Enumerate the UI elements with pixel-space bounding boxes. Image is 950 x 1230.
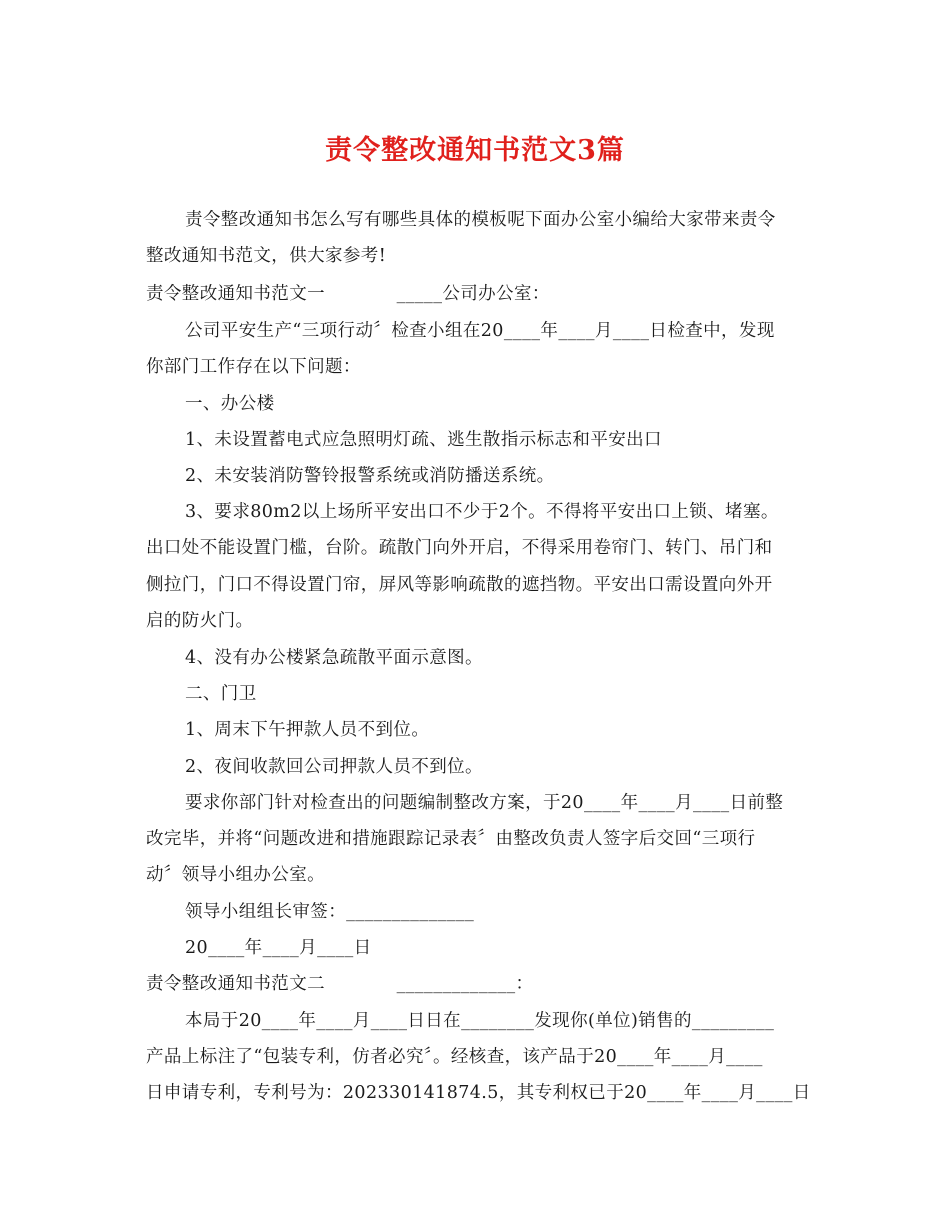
list-item: 1、周末下午押款人员不到位。: [185, 720, 430, 740]
paragraph-line: 启的防火门。: [146, 611, 254, 631]
paragraph-line: 责令整改通知书怎么写有哪些具体的模板呢下面办公室小编给大家带来责令: [185, 210, 776, 230]
list-item: 2、夜间收款回公司押款人员不到位。: [185, 757, 483, 777]
section-heading-line: 责令整改通知书范文二 _____________：: [146, 974, 534, 994]
list-item: 4、没有办公楼紧急疏散平面示意图。: [185, 648, 483, 668]
paragraph-line: 改完毕，并将“问题改进和措施跟踪记录表〞由整改负责人签字后交回“三项行: [146, 829, 756, 849]
paragraph-line: 公司平安生产“三项行动〞检查小组在20____年____月____日检查中，发现: [185, 321, 775, 341]
paragraph-line: 整改通知书范文，供大家参考!: [146, 246, 387, 266]
paragraph-line: 要求你部门针对检查出的问题编制整改方案，于20____年____月____日前整: [185, 793, 784, 813]
list-item: 1、未设置蓄电式应急照明灯疏、逃生散指示标志和平安出口: [185, 430, 662, 450]
date-line: 20____年____月____日: [185, 938, 372, 958]
paragraph-line: 动〞领导小组办公室。: [146, 865, 325, 885]
paragraph-line: 本局于20____年____月____日日在________发现你(单位)销售的_________: [185, 1011, 775, 1031]
list-item: 2、未安装消防警铃报警系统或消防播送系统。: [185, 466, 555, 486]
signature-line: 领导小组组长审签：______________: [185, 902, 475, 922]
list-heading: 二、门卫: [185, 684, 257, 704]
document-title: 责令整改通知书范文3篇: [325, 135, 625, 166]
paragraph-line: 日申请专利，专利号为：202330141874.5，其专利权已于20____年____月____日: [146, 1083, 811, 1103]
list-heading: 一、办公楼: [185, 394, 275, 414]
paragraph-line: 你部门工作存在以下问题：: [146, 357, 361, 377]
paragraph-line: 出口处不能设置门槛，台阶。疏散门向外开启，不得采用卷帘门、转门、吊门和: [146, 538, 773, 558]
section-heading-line: 责令整改通知书范文一 _____公司办公室：: [146, 284, 550, 304]
paragraph-line: 产品上标注了“包装专利，仿者必究〞。经核查，该产品于20____年____月____: [146, 1047, 763, 1067]
paragraph-line: 侧拉门，门口不得设置门帘，屏风等影响疏散的遮挡物。平安出口需设置向外开: [146, 575, 773, 595]
list-item: 3、要求80m2以上场所平安出口不少于2个。不得将平安出口上锁、堵塞。: [185, 502, 779, 522]
